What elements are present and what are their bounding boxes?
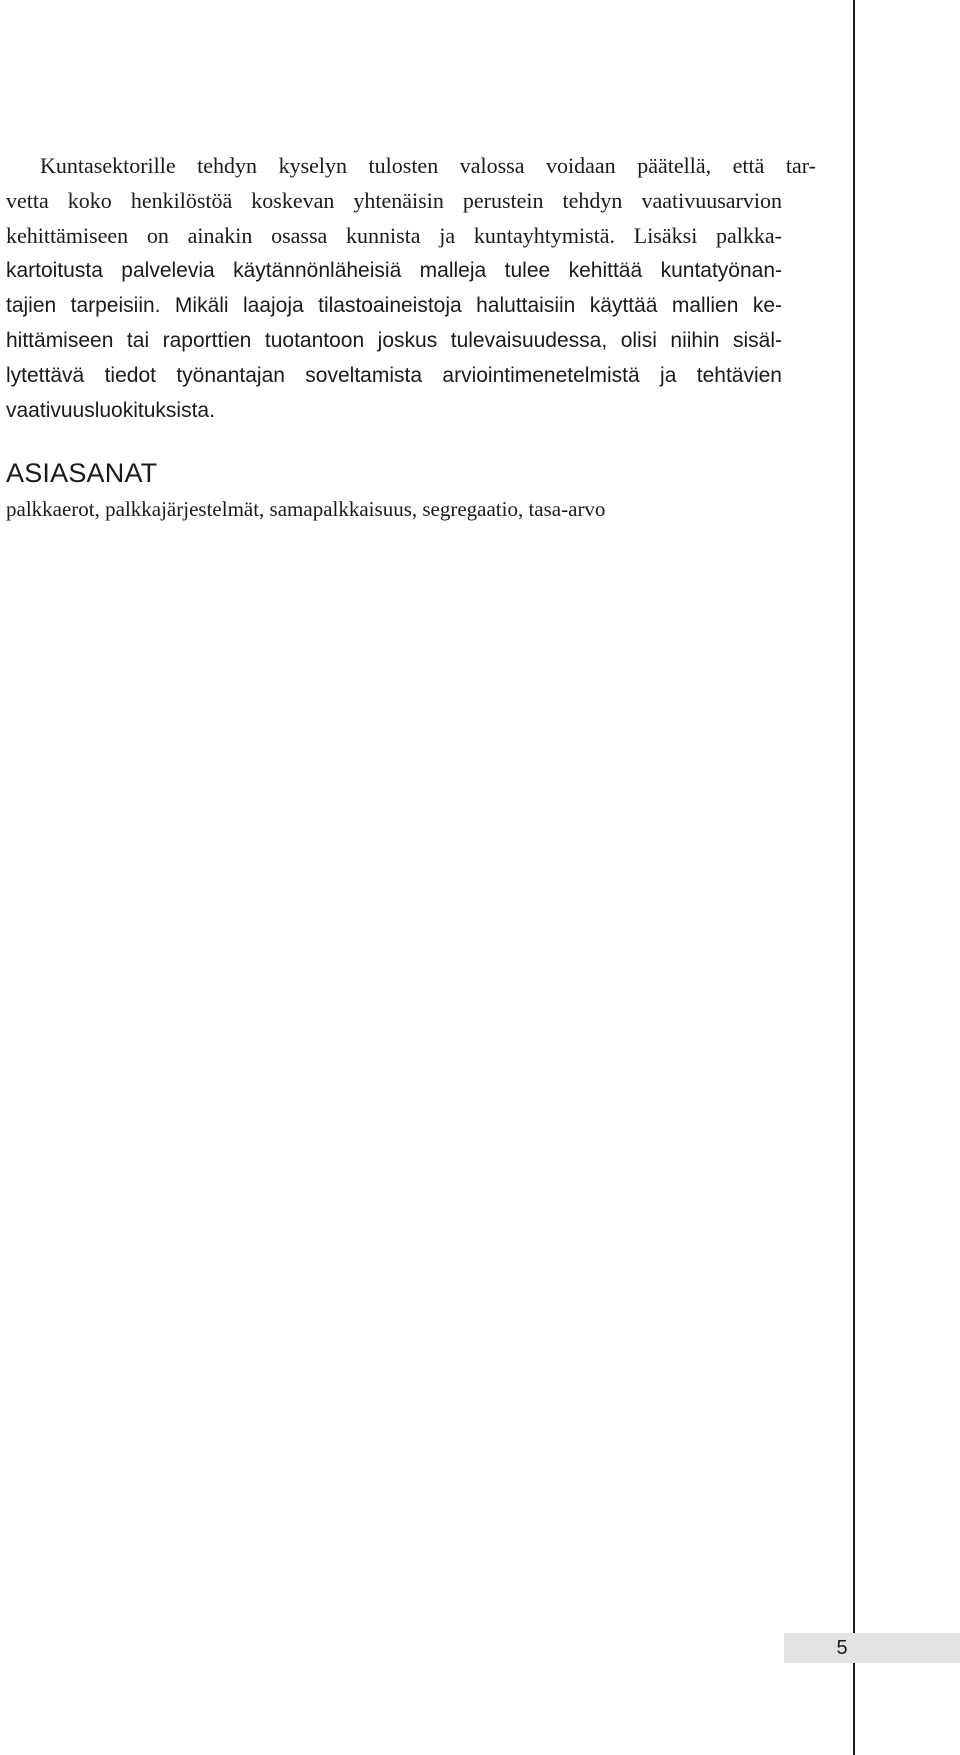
paragraph-line: Kuntasektorille tehdyn kyselyn tulosten valossa voidaan päätellä, että tar-: [40, 153, 816, 178]
keywords-heading: ASIASANAT: [6, 458, 158, 488]
paragraph-line: vaativuusluokituksista.: [6, 399, 215, 422]
paragraph-line: kehittämiseen on ainakin osassa kunnista ja kuntayhtymistä. Lisäksi palkka-: [6, 223, 782, 248]
page-content: [6, 148, 816, 524]
summary-paragraph: [6, 148, 816, 428]
page-number-band: [784, 1633, 960, 1663]
margin-rule: [853, 0, 855, 1755]
keywords-list: palkkaerot, palkkajärjestelmät, samapalkkaisuus, segregaatio, tasa-arvo: [6, 497, 606, 521]
page-number: 5: [836, 1637, 848, 1659]
paragraph-line: kartoitusta palvelevia käytännönläheisiä malleja tulee kehittää kuntatyönan-: [6, 259, 782, 282]
paragraph-line: vetta koko henkilöstöä koskevan yhtenäisin perustein tehdyn vaativuusarvion: [6, 188, 782, 213]
paragraph-line: lytettävä tiedot työnantajan soveltamista arviointimenetelmistä ja tehtävien: [6, 364, 782, 387]
paragraph-line: tajien tarpeisiin. Mikäli laajoja tilastoaineistoja haluttaisiin käyttää mallien ke-: [6, 294, 782, 317]
paragraph-line: hittämiseen tai raporttien tuotantoon joskus tulevaisuudessa, olisi niihin sisäl-: [6, 329, 782, 352]
